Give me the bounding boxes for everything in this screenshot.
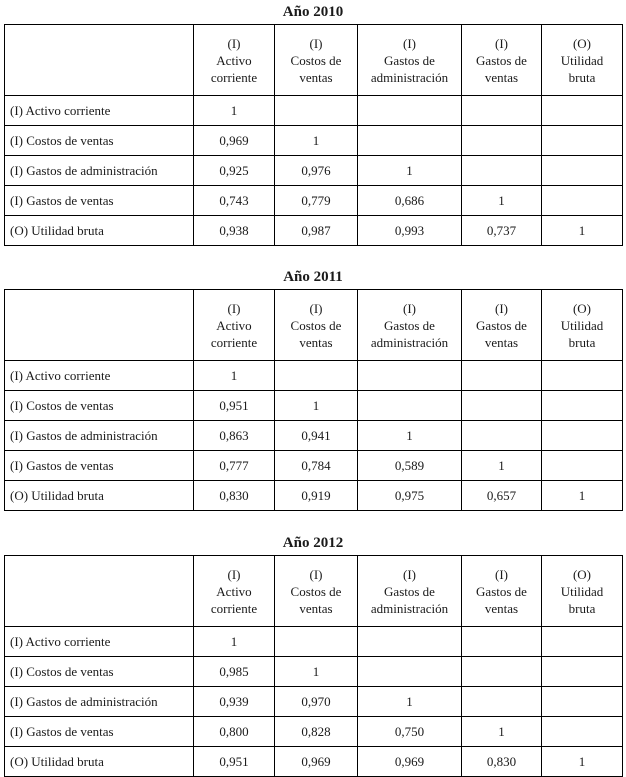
- correlation-cell: 0,743: [194, 186, 275, 216]
- row-label: (I) Gastos de ventas: [5, 451, 194, 481]
- correlation-cell: 0,657: [462, 481, 542, 511]
- column-header-line2: administración: [370, 334, 449, 350]
- column-header: [194, 290, 275, 361]
- column-header: [194, 25, 275, 96]
- correlation-cell: [542, 421, 623, 451]
- correlation-cell: 0,830: [194, 481, 275, 511]
- column-header-line1: Utilidad: [560, 583, 604, 599]
- correlation-cell: 0,976: [275, 156, 358, 186]
- column-header: [542, 290, 623, 361]
- column-header-line2: ventas: [299, 600, 333, 616]
- table-row: [5, 687, 623, 717]
- correlation-cell: [462, 126, 542, 156]
- table-title: Año 2012: [282, 535, 344, 551]
- table-row: [5, 747, 623, 777]
- column-header-line1: Costos de: [290, 52, 342, 68]
- column-header-line1: Utilidad: [560, 317, 604, 333]
- table-row: [5, 126, 623, 156]
- correlation-cell: 0,800: [194, 717, 275, 747]
- correlation-table: [4, 289, 623, 511]
- column-header-tag: (O): [572, 300, 592, 316]
- correlation-cell: [542, 126, 623, 156]
- column-header: [462, 25, 542, 96]
- header-row: [5, 290, 623, 361]
- column-header: [542, 25, 623, 96]
- row-label: (I) Gastos de administración: [5, 156, 194, 186]
- correlation-cell: [358, 627, 462, 657]
- correlation-cell: [358, 96, 462, 126]
- column-header-line1: Gastos de: [384, 52, 435, 68]
- correlation-cell: 0,779: [275, 186, 358, 216]
- table-row: [5, 717, 623, 747]
- correlation-cell: 0,589: [358, 451, 462, 481]
- column-header-line1: Gastos de: [384, 317, 435, 333]
- correlation-cell: [542, 391, 623, 421]
- correlation-cell: 0,925: [194, 156, 275, 186]
- correlation-cell: 0,975: [358, 481, 462, 511]
- table-row: [5, 156, 623, 186]
- correlation-cell: [542, 186, 623, 216]
- correlation-cell: 0,993: [358, 216, 462, 246]
- correlation-cell: 1: [542, 216, 623, 246]
- column-header-line2: bruta: [568, 600, 596, 616]
- column-header-tag: (I): [495, 35, 508, 51]
- column-header-line1: Costos de: [290, 317, 342, 333]
- correlation-cell: [358, 126, 462, 156]
- column-header-tag: (I): [495, 566, 508, 582]
- correlation-cell: 0,951: [194, 391, 275, 421]
- column-header-line1: Gastos de: [384, 583, 435, 599]
- correlation-cell: 0,830: [462, 747, 542, 777]
- column-header-line1: Costos de: [290, 583, 342, 599]
- correlation-cell: [462, 96, 542, 126]
- correlation-cell: 0,737: [462, 216, 542, 246]
- column-header-line2: corriente: [210, 334, 258, 350]
- correlation-cell: [358, 657, 462, 687]
- column-header-line2: ventas: [484, 69, 519, 85]
- column-header: [275, 556, 358, 627]
- correlation-cell: [358, 391, 462, 421]
- correlation-table: [4, 24, 623, 246]
- column-header: [358, 290, 462, 361]
- table-title: Año 2011: [283, 269, 343, 285]
- row-label: (O) Utilidad bruta: [5, 216, 194, 246]
- correlation-table-block: [4, 265, 622, 511]
- column-header-line1: Activo: [216, 317, 252, 333]
- header-row: [5, 556, 623, 627]
- correlation-cell: [542, 657, 623, 687]
- column-header: [358, 556, 462, 627]
- correlation-cell: [275, 627, 358, 657]
- row-label: (I) Activo corriente: [5, 96, 194, 126]
- column-header: [275, 290, 358, 361]
- correlation-cell: [462, 687, 542, 717]
- column-header: [358, 25, 462, 96]
- table-row: [5, 391, 623, 421]
- correlation-cell: 0,828: [275, 717, 358, 747]
- correlation-cell: 0,784: [275, 451, 358, 481]
- column-header: [542, 556, 623, 627]
- correlation-cell: [462, 657, 542, 687]
- correlation-cell: 1: [358, 687, 462, 717]
- correlation-cell: [275, 96, 358, 126]
- corner-cell: [5, 25, 194, 96]
- table-title: Año 2010: [282, 4, 344, 20]
- correlation-cell: 1: [358, 421, 462, 451]
- column-header-line2: administración: [370, 600, 449, 616]
- correlation-cell: 1: [275, 391, 358, 421]
- column-header-line1: Utilidad: [560, 52, 604, 68]
- column-header-line1: Gastos de: [476, 583, 527, 599]
- correlation-cell: [542, 687, 623, 717]
- correlation-cell: 1: [194, 96, 275, 126]
- row-label: (I) Gastos de ventas: [5, 717, 194, 747]
- correlation-cell: [275, 361, 358, 391]
- correlation-cell: [358, 361, 462, 391]
- correlation-cell: [542, 156, 623, 186]
- column-header-line2: ventas: [484, 334, 519, 350]
- correlation-cell: 0,686: [358, 186, 462, 216]
- column-header: [275, 25, 358, 96]
- header-row: [5, 25, 623, 96]
- correlation-cell: [542, 361, 623, 391]
- correlation-cell: 0,969: [194, 126, 275, 156]
- correlation-cell: 0,750: [358, 717, 462, 747]
- table-row: [5, 627, 623, 657]
- correlation-cell: [462, 361, 542, 391]
- correlation-cell: 1: [542, 481, 623, 511]
- table-row: [5, 481, 623, 511]
- correlation-table-block: [4, 531, 622, 777]
- table-row: [5, 451, 623, 481]
- column-header-line2: administración: [370, 69, 449, 85]
- table-row: [5, 421, 623, 451]
- correlation-cell: 0,987: [275, 216, 358, 246]
- column-header-tag: (I): [227, 566, 241, 582]
- correlation-cell: 0,919: [275, 481, 358, 511]
- correlation-cell: 0,985: [194, 657, 275, 687]
- correlation-cell: 1: [194, 627, 275, 657]
- correlation-cell: 1: [275, 126, 358, 156]
- correlation-cell: [542, 96, 623, 126]
- correlation-cell: 0,969: [275, 747, 358, 777]
- column-header-tag: (I): [403, 35, 416, 51]
- column-header-tag: (I): [403, 300, 416, 316]
- column-header-line1: Gastos de: [476, 52, 527, 68]
- row-label: (I) Gastos de ventas: [5, 186, 194, 216]
- row-label: (I) Activo corriente: [5, 627, 194, 657]
- correlation-cell: 0,970: [275, 687, 358, 717]
- correlation-cell: 0,941: [275, 421, 358, 451]
- row-label: (I) Gastos de administración: [5, 421, 194, 451]
- column-header-line2: bruta: [568, 334, 596, 350]
- table-row: [5, 96, 623, 126]
- correlation-cell: 1: [358, 156, 462, 186]
- correlation-cell: 1: [462, 451, 542, 481]
- column-header-tag: (O): [572, 35, 592, 51]
- column-header-tag: (I): [495, 300, 508, 316]
- correlation-cell: 0,969: [358, 747, 462, 777]
- correlation-cell: 0,939: [194, 687, 275, 717]
- corner-cell: [5, 290, 194, 361]
- correlation-cell: 0,938: [194, 216, 275, 246]
- column-header-line2: bruta: [568, 69, 596, 85]
- column-header: [194, 556, 275, 627]
- correlation-cell: [542, 451, 623, 481]
- column-header-line2: corriente: [210, 69, 258, 85]
- correlation-cell: [542, 627, 623, 657]
- table-row: [5, 361, 623, 391]
- table-row: [5, 186, 623, 216]
- column-header-line1: Activo: [216, 583, 252, 599]
- table-row: [5, 216, 623, 246]
- row-label: (I) Gastos de administración: [5, 687, 194, 717]
- correlation-cell: [462, 627, 542, 657]
- correlation-cell: [462, 156, 542, 186]
- row-label: (O) Utilidad bruta: [5, 747, 194, 777]
- column-header-line1: Activo: [216, 52, 252, 68]
- correlation-cell: [462, 421, 542, 451]
- column-header: [462, 556, 542, 627]
- correlation-cell: [542, 717, 623, 747]
- correlation-cell: 0,951: [194, 747, 275, 777]
- column-header: [462, 290, 542, 361]
- row-label: (I) Costos de ventas: [5, 126, 194, 156]
- row-label: (I) Costos de ventas: [5, 391, 194, 421]
- column-header-tag: (I): [309, 300, 323, 316]
- correlation-cell: 1: [275, 657, 358, 687]
- row-label: (O) Utilidad bruta: [5, 481, 194, 511]
- column-header-tag: (I): [309, 35, 323, 51]
- correlation-cell: 1: [462, 186, 542, 216]
- row-label: (I) Costos de ventas: [5, 657, 194, 687]
- column-header-tag: (I): [227, 300, 241, 316]
- correlation-cell: 0,777: [194, 451, 275, 481]
- table-row: [5, 657, 623, 687]
- column-header-tag: (O): [572, 566, 592, 582]
- correlation-cell: [462, 391, 542, 421]
- corner-cell: [5, 556, 194, 627]
- correlation-cell: 1: [194, 361, 275, 391]
- column-header-tag: (I): [227, 35, 241, 51]
- column-header-tag: (I): [309, 566, 323, 582]
- correlation-table: [4, 555, 623, 777]
- row-label: (I) Activo corriente: [5, 361, 194, 391]
- column-header-tag: (I): [403, 566, 416, 582]
- column-header-line2: ventas: [484, 600, 519, 616]
- column-header-line1: Gastos de: [476, 317, 527, 333]
- column-header-line2: ventas: [299, 334, 333, 350]
- correlation-cell: 0,863: [194, 421, 275, 451]
- column-header-line2: corriente: [210, 600, 258, 616]
- column-header-line2: ventas: [299, 69, 333, 85]
- correlation-table-block: [4, 0, 622, 246]
- correlation-cell: 1: [542, 747, 623, 777]
- correlation-cell: 1: [462, 717, 542, 747]
